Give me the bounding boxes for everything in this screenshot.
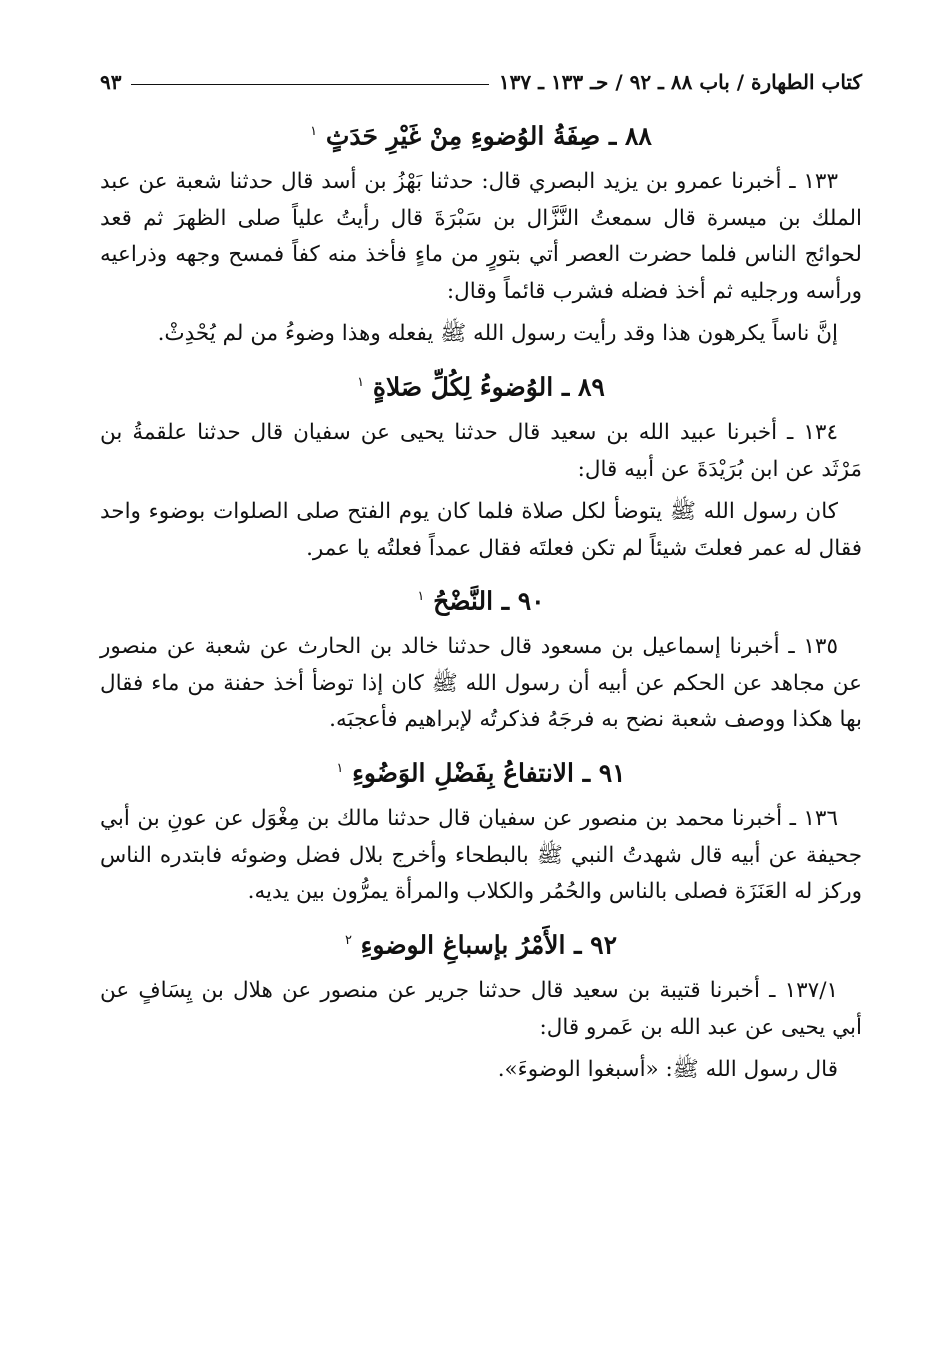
chapter-heading-text: ٨٨ ـ صِفَةُ الوُضوءِ مِنْ غَيْرِ حَدَثٍ [325, 121, 652, 151]
hadith-135-text: ١٣٥ ـ أخبرنا إسماعيل بن مسعود قال حدثنا خالد بن الحارث عن شعبة عن منصور عن مجاهد عن الحكم عن أبيه أن رسول الله ﷺ كان إذا توضأ أخذ حفنة من ماء فقال بها هكذا ووصف شعبة نضح به فرجَهُ فذكرتُه لإبراهيم فأعجبَه. [100, 634, 862, 733]
chapter-heading-text: ٩٢ ـ الأَمْرُ بإسباغِ الوضوءِ [360, 930, 618, 960]
hadith-137-matn: قال رسول الله ﷺ: «أسبغوا الوضوءَ». [497, 1057, 838, 1083]
footnote-mark: ٢ [344, 932, 352, 948]
page-number: ٩٣ [100, 70, 122, 94]
running-header-title: كتاب الطهارة / باب ٨٨ ـ ٩٢ / حـ ١٣٣ ـ ١٣٧ [498, 70, 862, 94]
running-header [100, 62, 862, 102]
hadith-133-isnad: ١٣٣ ـ أخبرنا عمرو بن يزيد البصري قال: حدثنا بَهْزُ بن أسد قال حدثنا شعبة عن عبد الملك بن ميسرة قال سمعتُ النَّزَّال بن سَبْرَةَ قال رأيتُ علياً صلى الظهرَ ثم قعد لحوائج الناس فلما حضرت العصر أتي بتورٍ من ماءٍ فأخذ منه كفاً فمسح وجهه وذراعيه ورأسه ورجليه ثم أخذ فضله فشرب قائماً وقال: [100, 169, 862, 304]
chapter-heading-91 [100, 749, 862, 793]
footnote-mark: ١ [357, 374, 365, 390]
footnote-mark: ١ [310, 124, 318, 139]
footnote-mark: ١ [417, 589, 425, 605]
page [100, 62, 862, 1334]
header-rule [131, 84, 488, 85]
hadith-136-text: ١٣٦ ـ أخبرنا محمد بن منصور عن سفيان قال حدثنا مالك بن مِغْوَل عن عونِ بن أبي جحيفة عن أبيه قال شهدتُ النبي ﷺ بالبطحاء وأخرج بلال فضل وضوئه فابتدره الناس وركز له العَنَزَة فصلى بالناس والحُمُر والكلاب والمرأة يمرُّون بين يديه. [100, 806, 862, 905]
chapter-heading-text: ٩٠ ـ النَّضْحُ [433, 586, 545, 616]
chapter-heading-92 [100, 921, 862, 965]
hadith-137-isnad: ١٣٧/١ ـ أخبرنا قتيبة بن سعيد قال حدثنا جرير عن منصور عن هلال بن يِسَافٍ عن أبي يحيى عن عبد الله بن عَمرو قال: [100, 978, 862, 1040]
chapter-heading-88 [100, 112, 862, 156]
chapter-heading-89 [100, 363, 862, 407]
hadith-134-matn: كان رسول الله ﷺ يتوضأ لكل صلاة فلما كان يوم الفتح صلى الصلوات بوضوء واحد فقال له عمر فعلتَ شيئاً لم تكن فعلتَه فقال عمداً فعلتُه يا عمر. [100, 499, 862, 561]
chapter-heading-text: ٩١ ـ الانتفاعُ بِفَضْلِ الوَضُوءِ [352, 758, 626, 788]
hadith-134-isnad: ١٣٤ ـ أخبرنا عبيد الله بن سعيد قال حدثنا يحيى عن سفيان قال حدثنا علقمةُ بن مَرْثَد عن ابن بُرَيْدَةَ عن أبيه قال: [100, 420, 862, 482]
chapter-heading-text: ٨٩ ـ الوُضوءُ لِكُلِّ صَلاةٍ [372, 372, 605, 402]
chapter-heading-90 [100, 577, 862, 621]
hadith-133-matn: إنَّ ناساً يكرهون هذا وقد رأيت رسول الله ﷺ يفعله وهذا وضوءُ من لم يُحْدِثْ. [157, 321, 838, 347]
footnote-mark: ١ [336, 760, 344, 776]
